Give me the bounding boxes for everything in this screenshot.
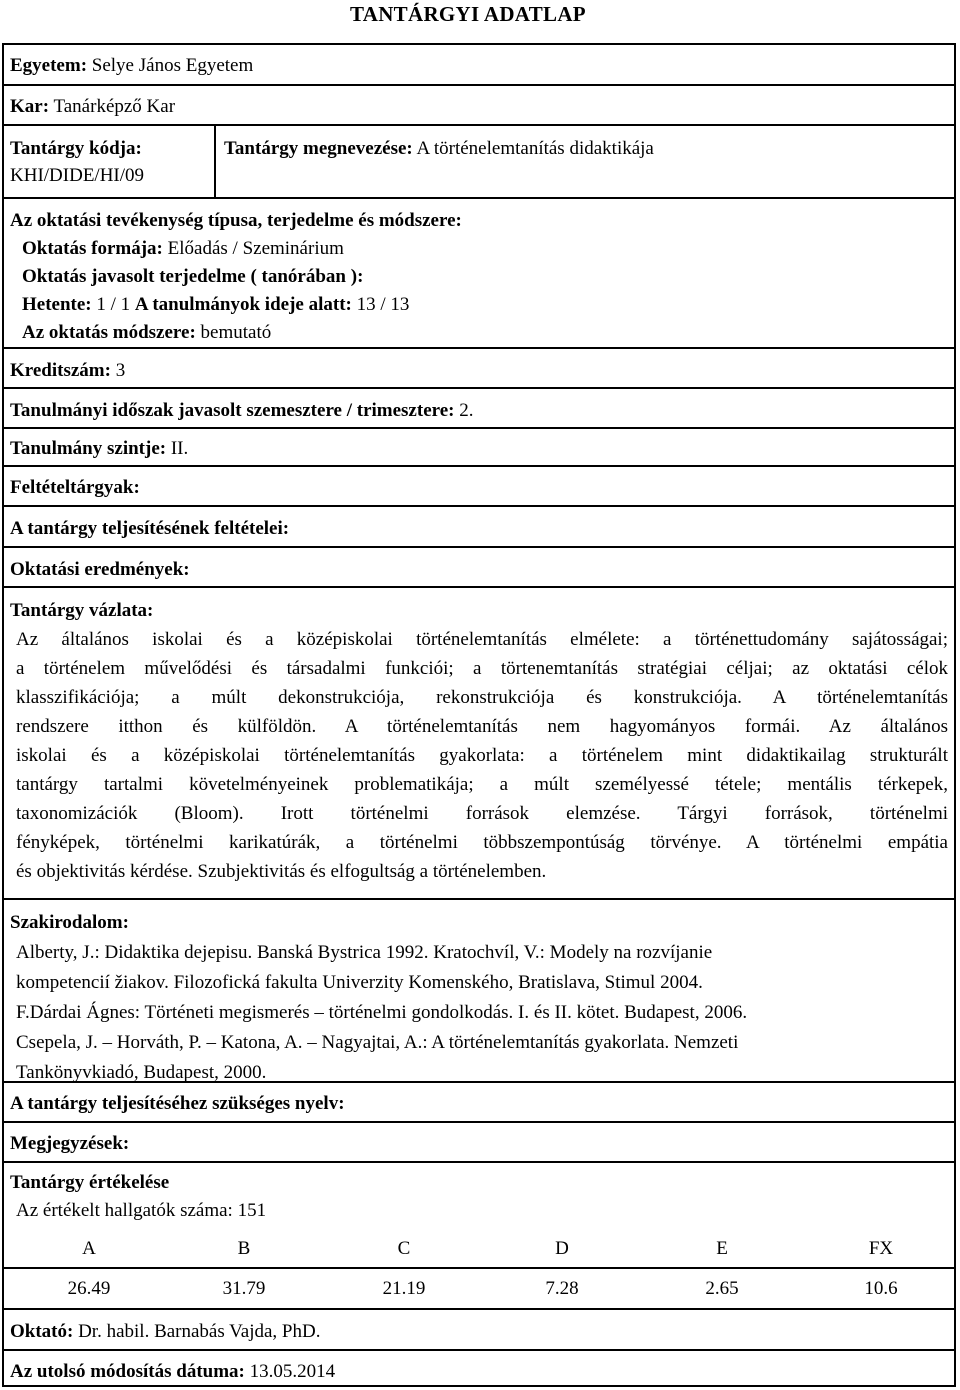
outline-line: iskolai és a középiskolai történelemtanítás gyakorlata: a történelem mint didaktikailag strukturált (16, 745, 948, 766)
grade-label: E (716, 1238, 728, 1259)
university-value: Selye János Egyetem (91, 55, 254, 76)
evaluation-section (4, 1163, 954, 1310)
teacher-label: Oktató: (10, 1321, 74, 1342)
teaching-section (4, 199, 954, 349)
grade-label: FX (868, 1238, 894, 1259)
credits-label: Kreditszám: (10, 360, 111, 381)
outline-line: tantárgy tartalmi követelményeinek problematikája; a múlt személyessé tétele; mentális térkepek, (16, 774, 948, 795)
grade-percentage: 2.65 (705, 1278, 739, 1299)
grade-percentage: 21.19 (382, 1278, 426, 1299)
literature-line: kompetencií žiakov. Filozofická fakulta Univerzity Komenského, Bratislava, Stimul 2004. (16, 972, 703, 993)
course-code-label: Tantárgy kódja: (10, 138, 142, 159)
teaching-form-label: Oktatás formája: (22, 238, 163, 259)
course-name-value: A történelemtanítás didaktikája (416, 138, 654, 159)
semester-label: Tanulmányi időszak javasolt szemesztere / trimesztere: (10, 400, 455, 421)
teaching-form-value: Előadás / Szeminárium (167, 238, 344, 259)
teaching-heading: Az oktatási tevékenység típusa, terjedelme és módszere: (10, 210, 462, 231)
university-label: Egyetem: (10, 55, 88, 76)
last-modified-row (4, 1351, 954, 1387)
faculty-label: Kar: (10, 96, 50, 117)
evaluated-count: Az értékelt hallgatók száma: 151 (16, 1200, 267, 1221)
weekly-label: Hetente: (22, 294, 92, 315)
prerequisites-row (4, 467, 954, 507)
term-value: 13 / 13 (356, 294, 410, 315)
weekly-value: 1 / 1 (96, 294, 131, 315)
grade-divider (4, 1267, 954, 1269)
method-value: bemutató (200, 322, 272, 343)
outline-section (4, 588, 954, 900)
conditions-label: A tantárgy teljesítésének feltételei: (10, 518, 290, 539)
course-row (4, 126, 954, 199)
grade-percentage: 10.6 (864, 1278, 898, 1299)
prerequisites-label: Feltételtárgyak: (10, 477, 140, 498)
last-modified-value: 13.05.2014 (249, 1361, 336, 1382)
course-divider (214, 126, 216, 197)
faculty-value: Tanárképző Kar (53, 96, 176, 117)
grade-percentage: 31.79 (222, 1278, 266, 1299)
outline-line: a történelem művelődési és társadalmi funkciói; a törtenemtanítás stratégiai céljai; az oktatási célok (16, 658, 948, 679)
semester-value: 2. (459, 400, 474, 421)
course-name-label: Tantárgy megnevezése: (224, 138, 413, 159)
outcomes-label: Oktatási eredmények: (10, 559, 190, 580)
grade-label: C (397, 1238, 411, 1259)
notes-label: Megjegyzések: (10, 1133, 130, 1154)
data-sheet-frame (2, 43, 956, 1387)
outcomes-row (4, 548, 954, 588)
document-title: TANTÁRGYI ADATLAP (350, 2, 586, 26)
literature-line: Csepela, J. – Horváth, P. – Katona, A. – Nagyajtai, A.: A történelemtanítás gyakorlata. Nemzeti (16, 1032, 739, 1053)
course-name-cell (224, 135, 654, 162)
outline-line: és objektivitás kérdése. Szubjektivitás és elfogultság a történelemben. (16, 861, 547, 882)
course-code-value: KHI/DIDE/HI/09 (10, 165, 145, 186)
level-row (4, 429, 954, 467)
outline-label: Tantárgy vázlata: (10, 600, 154, 621)
grade-header-row (4, 1235, 954, 1265)
conditions-row (4, 507, 954, 548)
term-label: A tanulmányok ideje alatt: (134, 294, 352, 315)
last-modified-label: Az utolsó módosítás dátuma: (10, 1361, 245, 1382)
teacher-value: Dr. habil. Barnabás Vajda, PhD. (78, 1321, 321, 1342)
method-label: Az oktatás módszere: (22, 322, 196, 343)
credits-value: 3 (115, 360, 126, 381)
credits-row (4, 349, 954, 389)
outline-line: klasszifikációja; a múlt dekonstrukciója, rekonstrukciója és konstrukciója. A történelemtanítás (16, 687, 948, 708)
literature-line: F.Dárdai Ágnes: Történeti megismerés – történelmi gondolkodás. I. és II. kötet. Budapest, 2006. (16, 1002, 748, 1023)
language-label: A tantárgy teljesítéséhez szükséges nyelv: (10, 1093, 345, 1114)
outline-text (10, 625, 954, 886)
level-value: II. (170, 438, 189, 459)
grade-percentage: 26.49 (67, 1278, 111, 1299)
teacher-row (4, 1310, 954, 1351)
semester-row (4, 389, 954, 429)
grade-percentage: 7.28 (545, 1278, 579, 1299)
faculty-row (4, 86, 954, 126)
outline-line: rendszere itthon és külföldön. A történelemtanítás nem hagyományos formái. Az általános (16, 716, 948, 737)
outline-line: fényképek, történelmi karikatúrák, a történelmi többszempontúság törvénye. A történelmi empátia (16, 832, 948, 853)
literature-line: Tankönyvkiadó, Budapest, 2000. (16, 1062, 267, 1083)
notes-row (4, 1123, 954, 1163)
grade-value-row (4, 1275, 954, 1305)
literature-label: Szakirodalom: (10, 912, 129, 933)
outline-line: Az általános iskolai és a középiskolai történelemtanítás elmélete: a történettudomány sajátosságai; (16, 629, 948, 650)
literature-line: Alberty, J.: Didaktika dejepisu. Banská Bystrica 1992. Kratochvíl, V.: Modely na rozvíjanie (16, 942, 713, 963)
grade-label: D (555, 1238, 569, 1259)
evaluation-label: Tantárgy értékelése (10, 1172, 170, 1193)
teaching-scope-label: Oktatás javasolt terjedelme ( tanórában ): (22, 266, 364, 287)
grade-label: A (82, 1238, 96, 1259)
outline-line: taxonomizációk (Bloom). Irott történelmi források elemzése. Tárgyi források, történelmi (16, 803, 948, 824)
course-code-cell (10, 135, 210, 189)
language-row (4, 1083, 954, 1123)
university-row (4, 45, 954, 86)
level-label: Tanulmány szintje: (10, 438, 167, 459)
grade-label: B (237, 1238, 251, 1259)
literature-text (10, 938, 954, 1088)
literature-section (4, 900, 954, 1083)
